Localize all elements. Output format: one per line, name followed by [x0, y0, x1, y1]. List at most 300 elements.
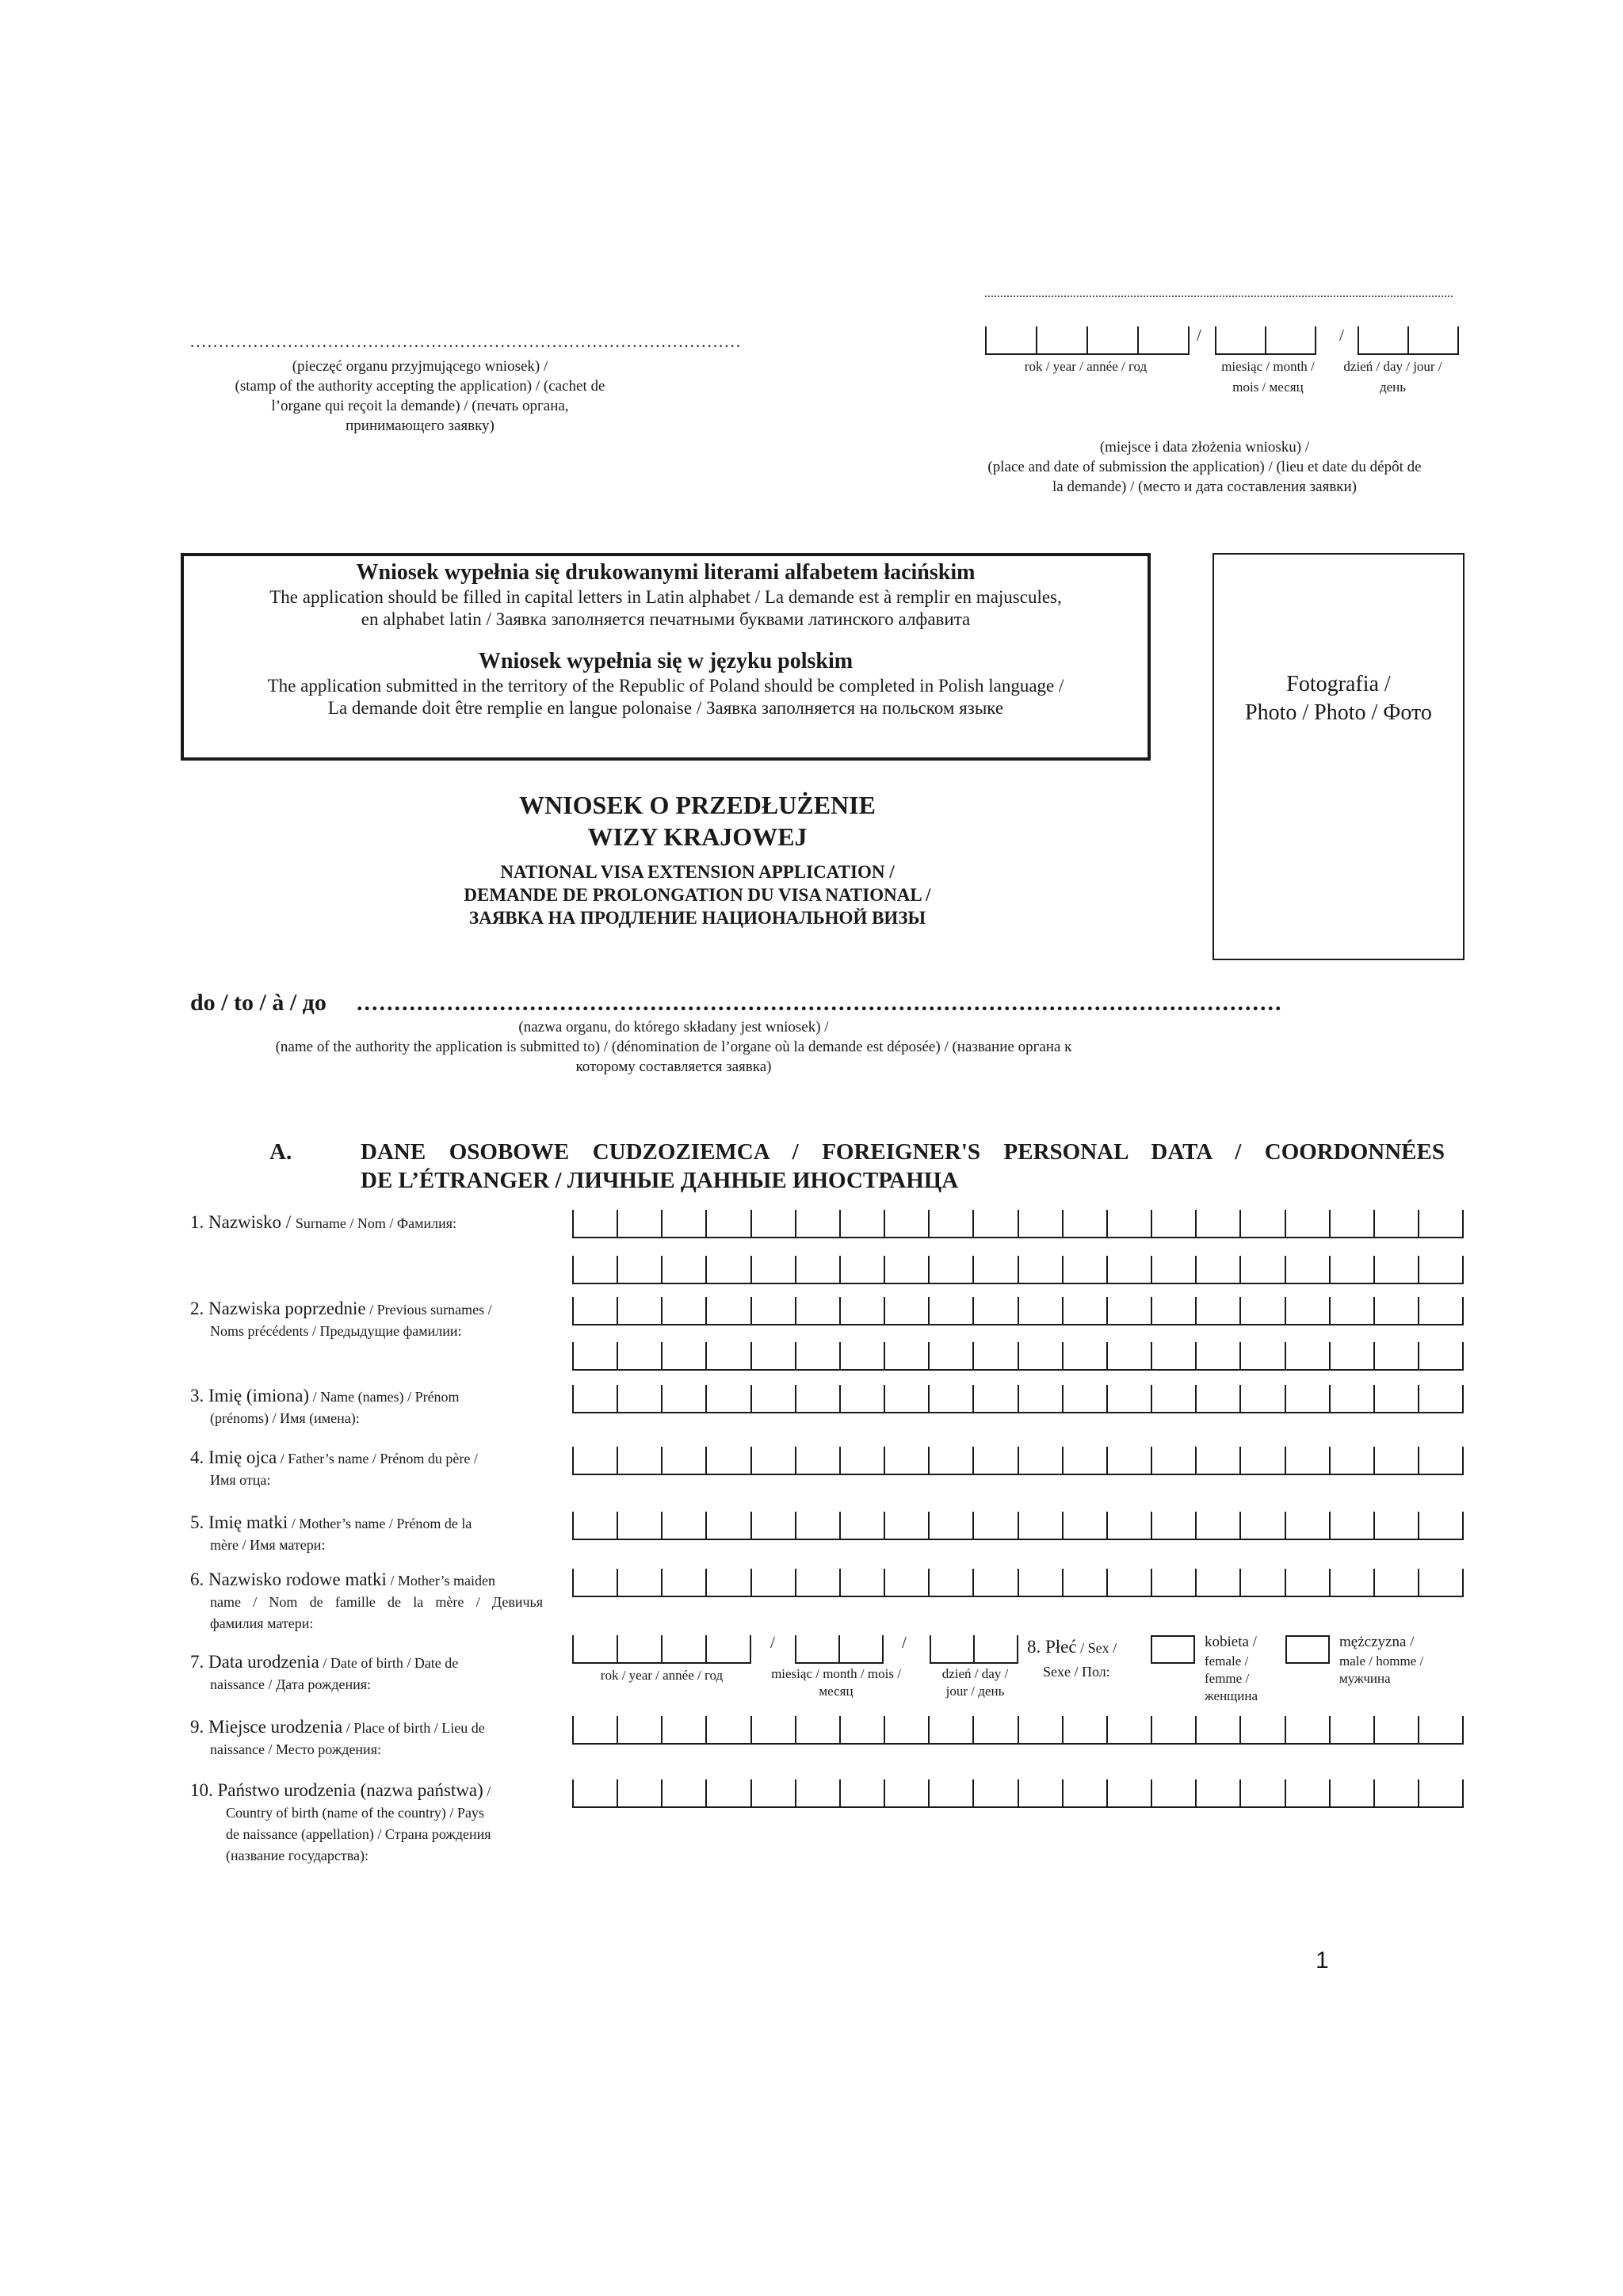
field-4-label	[190, 1447, 478, 1491]
character-cell[interactable]	[618, 1779, 663, 1806]
character-cell[interactable]	[1197, 1210, 1241, 1237]
character-cell[interactable]	[796, 1342, 841, 1369]
character-cell[interactable]	[707, 1385, 751, 1412]
character-cell[interactable]	[1286, 1342, 1331, 1369]
birth-month-cells[interactable]	[795, 1635, 884, 1664]
character-cell[interactable]	[930, 1569, 974, 1596]
character-cell[interactable]	[931, 1635, 975, 1662]
character-cell[interactable]	[1019, 1569, 1064, 1596]
character-cell[interactable]	[841, 1447, 885, 1474]
character-cell[interactable]	[885, 1716, 930, 1743]
character-cell[interactable]	[1286, 1779, 1331, 1806]
character-cell[interactable]	[1241, 1779, 1285, 1806]
character-cell[interactable]	[841, 1512, 885, 1539]
field-2-label-translations: Noms précédents / Предыдущие фамилии:	[210, 1323, 462, 1339]
place-of-birth-cells[interactable]	[572, 1716, 1464, 1745]
character-cell[interactable]	[1241, 1512, 1285, 1539]
character-cell[interactable]	[1331, 1512, 1375, 1539]
character-cell[interactable]	[974, 1297, 1018, 1324]
character-cell[interactable]	[1064, 1342, 1108, 1369]
character-cell[interactable]	[1419, 1385, 1464, 1412]
character-cell[interactable]	[1019, 1512, 1064, 1539]
sex-male-label-line: мужчина	[1339, 1671, 1391, 1686]
character-cell[interactable]	[930, 1385, 974, 1412]
character-cell[interactable]	[885, 1512, 930, 1539]
field-7-label-translations: / Date of birth / Date de	[319, 1655, 459, 1671]
character-cell[interactable]	[1197, 1447, 1241, 1474]
character-cell[interactable]	[1108, 1342, 1152, 1369]
character-cell[interactable]	[1197, 1297, 1241, 1324]
character-cell[interactable]	[1419, 1297, 1464, 1324]
character-cell[interactable]	[1286, 1210, 1331, 1237]
character-cell[interactable]	[618, 1256, 663, 1283]
field-9-label-line	[190, 1716, 485, 1739]
character-cell[interactable]	[1419, 1256, 1464, 1283]
character-cell[interactable]	[663, 1512, 707, 1539]
character-cell[interactable]	[1152, 1447, 1197, 1474]
field-6-label-line	[190, 1569, 543, 1592]
character-cell[interactable]	[1241, 1447, 1285, 1474]
stamp-caption	[182, 357, 658, 436]
addressee-caption-line: (nazwa organu, do którego składany jest wniosek) /	[518, 1019, 829, 1035]
character-cell[interactable]	[1019, 1385, 1064, 1412]
character-cell[interactable]	[618, 1342, 663, 1369]
character-cell[interactable]	[574, 1716, 618, 1743]
sex-male-checkbox[interactable]	[1285, 1635, 1330, 1664]
character-cell[interactable]	[1197, 1569, 1241, 1596]
character-cell[interactable]	[885, 1447, 930, 1474]
character-cell[interactable]	[1064, 1779, 1108, 1806]
character-cell[interactable]	[1108, 1297, 1152, 1324]
character-cell[interactable]	[1064, 1297, 1108, 1324]
character-cell[interactable]	[1241, 1716, 1285, 1743]
submission-day-cells[interactable]	[1358, 326, 1459, 355]
submission-year-cells[interactable]	[985, 326, 1190, 355]
character-cell[interactable]	[707, 1447, 751, 1474]
field-6-label-translations: / Mother’s maiden	[386, 1573, 495, 1589]
character-cell[interactable]	[663, 1447, 707, 1474]
character-cell[interactable]	[841, 1342, 885, 1369]
section-a-title: DE L’ÉTRANGER / ЛИЧНЫЕ ДАННЫЕ ИНОСТРАНЦА	[361, 1168, 959, 1193]
character-cell[interactable]	[1216, 326, 1266, 353]
character-cell[interactable]	[840, 1635, 884, 1662]
character-cell[interactable]	[663, 1297, 707, 1324]
character-cell[interactable]	[1108, 1447, 1152, 1474]
character-cell[interactable]	[930, 1447, 974, 1474]
character-cell[interactable]	[1375, 1512, 1419, 1539]
field-4-label-main: 4. Imię ojca	[190, 1447, 277, 1467]
character-cell[interactable]	[796, 1447, 841, 1474]
character-cell[interactable]	[1375, 1779, 1419, 1806]
character-cell[interactable]	[1152, 1210, 1197, 1237]
character-cell[interactable]	[1419, 1342, 1464, 1369]
field-6-label	[190, 1569, 543, 1634]
character-cell[interactable]	[885, 1342, 930, 1369]
character-cell[interactable]	[974, 1569, 1018, 1596]
field-1-label	[190, 1212, 456, 1233]
character-cell[interactable]	[885, 1256, 930, 1283]
place-date-caption-line: (place and date of submission the application) / (lieu et date du dépôt de	[987, 459, 1422, 475]
character-cell[interactable]	[752, 1779, 796, 1806]
character-cell[interactable]	[974, 1512, 1018, 1539]
character-cell[interactable]	[1152, 1385, 1197, 1412]
field-10-label-translations: Country of birth (name of the country) / Pays	[226, 1805, 484, 1821]
character-cell[interactable]	[885, 1779, 930, 1806]
character-cell[interactable]	[1108, 1512, 1152, 1539]
submission-day-label-line: день	[1379, 379, 1407, 395]
character-cell[interactable]	[841, 1297, 885, 1324]
mother-name-cells[interactable]	[572, 1512, 1464, 1540]
character-cell[interactable]	[618, 1210, 663, 1237]
field-9-label	[190, 1716, 485, 1760]
character-cell[interactable]	[930, 1297, 974, 1324]
sex-female-checkbox[interactable]	[1151, 1635, 1195, 1664]
character-cell[interactable]	[885, 1210, 930, 1237]
form-subtitle-line: NATIONAL VISA EXTENSION APPLICATION /	[500, 862, 895, 882]
character-cell[interactable]	[1197, 1385, 1241, 1412]
character-cell[interactable]	[1375, 1210, 1419, 1237]
birth-day-cells[interactable]	[930, 1635, 1018, 1664]
sex-female-label-line: femme /	[1205, 1671, 1250, 1686]
character-cell[interactable]	[707, 1779, 751, 1806]
character-cell[interactable]	[796, 1385, 841, 1412]
character-cell[interactable]	[1152, 1342, 1197, 1369]
character-cell[interactable]	[618, 1447, 663, 1474]
field-4-label-translations: / Father’s name / Prénom du père /	[277, 1451, 478, 1466]
character-cell[interactable]	[1359, 326, 1409, 353]
character-cell[interactable]	[1241, 1256, 1285, 1283]
addressee-input[interactable]: ...........................................................................................................................	[357, 990, 1283, 1016]
character-cell[interactable]	[796, 1256, 841, 1283]
field-7-label	[190, 1651, 458, 1695]
character-cell[interactable]	[618, 1512, 663, 1539]
character-cell[interactable]	[1197, 1512, 1241, 1539]
character-cell[interactable]	[707, 1635, 751, 1662]
character-cell[interactable]	[1331, 1256, 1375, 1283]
character-cell[interactable]	[1152, 1569, 1197, 1596]
character-cell[interactable]	[841, 1385, 885, 1412]
character-cell[interactable]	[752, 1385, 796, 1412]
form-title	[317, 789, 1078, 852]
character-cell[interactable]	[1241, 1210, 1285, 1237]
character-cell[interactable]	[930, 1342, 974, 1369]
character-cell[interactable]	[618, 1635, 663, 1662]
field-3-label	[190, 1385, 460, 1429]
character-cell[interactable]	[1019, 1297, 1064, 1324]
character-cell[interactable]	[1419, 1779, 1464, 1806]
character-cell[interactable]	[663, 1385, 707, 1412]
character-cell[interactable]	[1037, 326, 1088, 353]
character-cell[interactable]	[1241, 1297, 1285, 1324]
father-name-cells[interactable]	[572, 1447, 1464, 1475]
character-cell[interactable]	[618, 1716, 663, 1743]
character-cell[interactable]	[796, 1297, 841, 1324]
character-cell[interactable]	[618, 1569, 663, 1596]
character-cell[interactable]	[1064, 1512, 1108, 1539]
character-cell[interactable]	[1197, 1256, 1241, 1283]
birth-day-label-line: dzień / day /	[941, 1666, 1009, 1681]
character-cell[interactable]	[1197, 1342, 1241, 1369]
character-cell[interactable]	[930, 1779, 974, 1806]
character-cell[interactable]	[1286, 1256, 1331, 1283]
character-cell[interactable]	[1419, 1447, 1464, 1474]
character-cell[interactable]	[752, 1716, 796, 1743]
surname-cells-row-2[interactable]	[572, 1256, 1464, 1284]
field-5-label	[190, 1512, 472, 1556]
character-cell[interactable]	[1108, 1569, 1152, 1596]
birth-day-label	[926, 1665, 1025, 1700]
character-cell[interactable]	[841, 1569, 885, 1596]
character-cell[interactable]	[974, 1447, 1018, 1474]
section-a-letter: A.	[269, 1139, 292, 1165]
name-cells[interactable]	[572, 1385, 1464, 1413]
character-cell[interactable]	[885, 1385, 930, 1412]
field-3-label-main: 3. Imię (imiona)	[190, 1386, 310, 1405]
character-cell[interactable]	[930, 1512, 974, 1539]
character-cell[interactable]	[1019, 1447, 1064, 1474]
character-cell[interactable]	[1064, 1210, 1108, 1237]
character-cell[interactable]	[1286, 1447, 1331, 1474]
character-cell[interactable]	[663, 1342, 707, 1369]
character-cell[interactable]	[1064, 1385, 1108, 1412]
photo-label-line: Fotografia /	[1286, 672, 1391, 696]
character-cell[interactable]	[796, 1635, 840, 1662]
field-8-label-translations: Sexe / Пол:	[1043, 1664, 1110, 1680]
character-cell[interactable]	[1331, 1716, 1375, 1743]
character-cell[interactable]	[1375, 1297, 1419, 1324]
sex-female-label-line: female /	[1205, 1653, 1249, 1669]
form-subtitle-line: ЗАЯВКА НА ПРОДЛЕНИЕ НАЦИОНАЛЬНОЙ ВИЗЫ	[468, 908, 926, 928]
character-cell[interactable]	[752, 1210, 796, 1237]
character-cell[interactable]	[1375, 1342, 1419, 1369]
character-cell[interactable]	[1019, 1716, 1064, 1743]
field-2-label-main: 2. Nazwiska poprzednie	[190, 1299, 366, 1318]
character-cell[interactable]	[574, 1342, 618, 1369]
character-cell[interactable]	[1108, 1716, 1152, 1743]
character-cell[interactable]	[841, 1256, 885, 1283]
form-subtitle	[317, 860, 1078, 929]
character-cell[interactable]	[1331, 1210, 1375, 1237]
character-cell[interactable]	[1375, 1256, 1419, 1283]
character-cell[interactable]	[752, 1297, 796, 1324]
field-5-label-translations: mère / Имя матери:	[210, 1537, 326, 1553]
character-cell[interactable]	[987, 326, 1037, 353]
character-cell[interactable]	[1152, 1779, 1197, 1806]
character-cell[interactable]	[574, 1210, 618, 1237]
character-cell[interactable]	[885, 1569, 930, 1596]
character-cell[interactable]	[574, 1779, 618, 1806]
country-of-birth-cells[interactable]	[572, 1779, 1464, 1808]
character-cell[interactable]	[974, 1342, 1018, 1369]
character-cell[interactable]	[1419, 1569, 1464, 1596]
instructions-text: en alphabet latin / Заявка заполняется печатными буквами латинского алфавита	[361, 609, 971, 629]
character-cell[interactable]	[1241, 1569, 1285, 1596]
field-1-label-translations: Surname / Nom / Фамилия:	[295, 1215, 456, 1231]
character-cell[interactable]	[796, 1512, 841, 1539]
character-cell[interactable]	[930, 1210, 974, 1237]
photo-box[interactable]	[1212, 553, 1465, 960]
character-cell[interactable]	[707, 1342, 751, 1369]
field-9-label-main: 9. Miejsce urodzenia	[190, 1717, 343, 1737]
field-5-label-translations: / Mother’s name / Prénom de la	[288, 1516, 472, 1531]
character-cell[interactable]	[1286, 1512, 1331, 1539]
instructions-text: La demande doit être remplie en langue polonaise / Заявка заполняется на польском языке	[327, 698, 1004, 718]
character-cell[interactable]	[663, 1256, 707, 1283]
character-cell[interactable]	[618, 1385, 663, 1412]
character-cell[interactable]	[707, 1256, 751, 1283]
field-8-label-main: 8. Płeć	[1027, 1637, 1077, 1657]
character-cell[interactable]	[1064, 1716, 1108, 1743]
submission-month-cells[interactable]	[1215, 326, 1316, 355]
character-cell[interactable]	[974, 1256, 1018, 1283]
previous-surnames-cells-row-2[interactable]	[572, 1342, 1464, 1371]
character-cell[interactable]	[1064, 1447, 1108, 1474]
field-9-label-translations: / Place of birth / Lieu de	[342, 1720, 485, 1736]
character-cell[interactable]	[663, 1210, 707, 1237]
instructions-heading: Wniosek wypełnia się w języku polskim	[478, 649, 854, 673]
character-cell[interactable]	[1331, 1385, 1375, 1412]
character-cell[interactable]	[841, 1210, 885, 1237]
character-cell[interactable]	[974, 1385, 1018, 1412]
character-cell[interactable]	[796, 1210, 841, 1237]
character-cell[interactable]	[1375, 1385, 1419, 1412]
date-slash: /	[1197, 326, 1201, 345]
character-cell[interactable]	[1409, 326, 1459, 353]
character-cell[interactable]	[574, 1447, 618, 1474]
character-cell[interactable]	[1331, 1342, 1375, 1369]
field-2-label	[190, 1298, 492, 1342]
birth-month-label	[757, 1665, 915, 1700]
instructions-text: The application should be filled in capital letters in Latin alphabet / La demande est à remplir en majuscules,	[269, 587, 1062, 607]
character-cell[interactable]	[663, 1716, 707, 1743]
character-cell[interactable]	[1064, 1256, 1108, 1283]
character-cell[interactable]	[574, 1385, 618, 1412]
character-cell[interactable]	[1108, 1779, 1152, 1806]
character-cell[interactable]	[1266, 326, 1316, 353]
character-cell[interactable]	[752, 1342, 796, 1369]
field-9-label-translations: naissance / Место рождения:	[210, 1741, 381, 1757]
character-cell[interactable]	[1241, 1385, 1285, 1412]
field-5-label-line	[190, 1512, 472, 1535]
character-cell[interactable]	[1419, 1210, 1464, 1237]
character-cell[interactable]	[1375, 1716, 1419, 1743]
character-cell[interactable]	[707, 1297, 751, 1324]
character-cell[interactable]	[663, 1569, 707, 1596]
character-cell[interactable]	[663, 1635, 707, 1662]
character-cell[interactable]	[1088, 326, 1139, 353]
character-cell[interactable]	[1286, 1716, 1331, 1743]
character-cell[interactable]	[1375, 1569, 1419, 1596]
character-cell[interactable]	[1139, 326, 1190, 353]
submission-year-label: rok / year / année / год	[1024, 359, 1148, 374]
character-cell[interactable]	[930, 1256, 974, 1283]
field-8-label-line	[1027, 1635, 1117, 1660]
character-cell[interactable]	[1019, 1210, 1064, 1237]
character-cell[interactable]	[1286, 1385, 1331, 1412]
character-cell[interactable]	[974, 1779, 1018, 1806]
character-cell[interactable]	[975, 1635, 1018, 1662]
field-8-label-translations: / Sex /	[1076, 1640, 1117, 1656]
addressee-label: do / to / à / до	[190, 990, 327, 1016]
field-6-label-translations: фамилия матери:	[210, 1615, 314, 1631]
character-cell[interactable]	[574, 1297, 618, 1324]
character-cell[interactable]	[1152, 1256, 1197, 1283]
surname-cells-row-1[interactable]	[572, 1210, 1464, 1238]
character-cell[interactable]	[1152, 1297, 1197, 1324]
character-cell[interactable]	[841, 1779, 885, 1806]
character-cell[interactable]	[1331, 1569, 1375, 1596]
section-a-title: DANE OSOBOWE CUDZOZIEMCA / FOREIGNER'S PERSONAL DATA / COORDONNÉES	[361, 1139, 1445, 1165]
character-cell[interactable]	[752, 1256, 796, 1283]
mother-maiden-name-cells[interactable]	[572, 1569, 1464, 1597]
character-cell[interactable]	[841, 1716, 885, 1743]
character-cell[interactable]	[574, 1256, 618, 1283]
character-cell[interactable]	[1152, 1716, 1197, 1743]
character-cell[interactable]	[1286, 1569, 1331, 1596]
character-cell[interactable]	[1286, 1297, 1331, 1324]
addressee-caption	[182, 1017, 1165, 1077]
previous-surnames-cells-row-1[interactable]	[572, 1297, 1464, 1325]
character-cell[interactable]	[1419, 1716, 1464, 1743]
birth-year-cells[interactable]	[572, 1635, 751, 1664]
character-cell[interactable]	[796, 1716, 841, 1743]
sex-female-label	[1205, 1632, 1258, 1705]
character-cell[interactable]	[1108, 1210, 1152, 1237]
instructions-text: The application submitted in the territory of the Republic of Poland should be completed in Polish language /	[267, 676, 1064, 696]
character-cell[interactable]	[1019, 1342, 1064, 1369]
stamp-dotted-line: ................................................................................................	[190, 332, 742, 351]
instructions-heading: Wniosek wypełnia się drukowanymi literami alfabetem łacińskim	[356, 560, 976, 585]
character-cell[interactable]	[707, 1210, 751, 1237]
character-cell[interactable]	[574, 1635, 618, 1662]
character-cell[interactable]	[1331, 1779, 1375, 1806]
character-cell[interactable]	[707, 1512, 751, 1539]
character-cell[interactable]	[752, 1512, 796, 1539]
character-cell[interactable]	[707, 1569, 751, 1596]
character-cell[interactable]	[1152, 1512, 1197, 1539]
character-cell[interactable]	[618, 1297, 663, 1324]
character-cell[interactable]	[1419, 1512, 1464, 1539]
character-cell[interactable]	[796, 1569, 841, 1596]
character-cell[interactable]	[1197, 1716, 1241, 1743]
character-cell[interactable]	[1197, 1779, 1241, 1806]
character-cell[interactable]	[1241, 1342, 1285, 1369]
character-cell[interactable]	[663, 1779, 707, 1806]
character-cell[interactable]	[974, 1716, 1018, 1743]
character-cell[interactable]	[574, 1512, 618, 1539]
character-cell[interactable]	[974, 1210, 1018, 1237]
form-subtitle-line: DEMANDE DE PROLONGATION DU VISA NATIONAL /	[464, 885, 931, 905]
character-cell[interactable]	[1019, 1256, 1064, 1283]
character-cell[interactable]	[1375, 1447, 1419, 1474]
character-cell[interactable]	[885, 1297, 930, 1324]
character-cell[interactable]	[1331, 1447, 1375, 1474]
character-cell[interactable]	[1331, 1297, 1375, 1324]
character-cell[interactable]	[752, 1447, 796, 1474]
character-cell[interactable]	[1019, 1779, 1064, 1806]
character-cell[interactable]	[796, 1779, 841, 1806]
character-cell[interactable]	[1108, 1385, 1152, 1412]
character-cell[interactable]	[1064, 1569, 1108, 1596]
field-10-label-main: 10. Państwo urodzenia (nazwa państwa)	[190, 1780, 483, 1800]
stamp-caption-line: (stamp of the authority accepting the application) / (cachet de	[235, 378, 605, 395]
character-cell[interactable]	[930, 1716, 974, 1743]
field-7-label-translations: naissance / Дата рождения:	[210, 1676, 372, 1692]
character-cell[interactable]	[707, 1716, 751, 1743]
character-cell[interactable]	[1108, 1256, 1152, 1283]
character-cell[interactable]	[752, 1569, 796, 1596]
character-cell[interactable]	[574, 1569, 618, 1596]
